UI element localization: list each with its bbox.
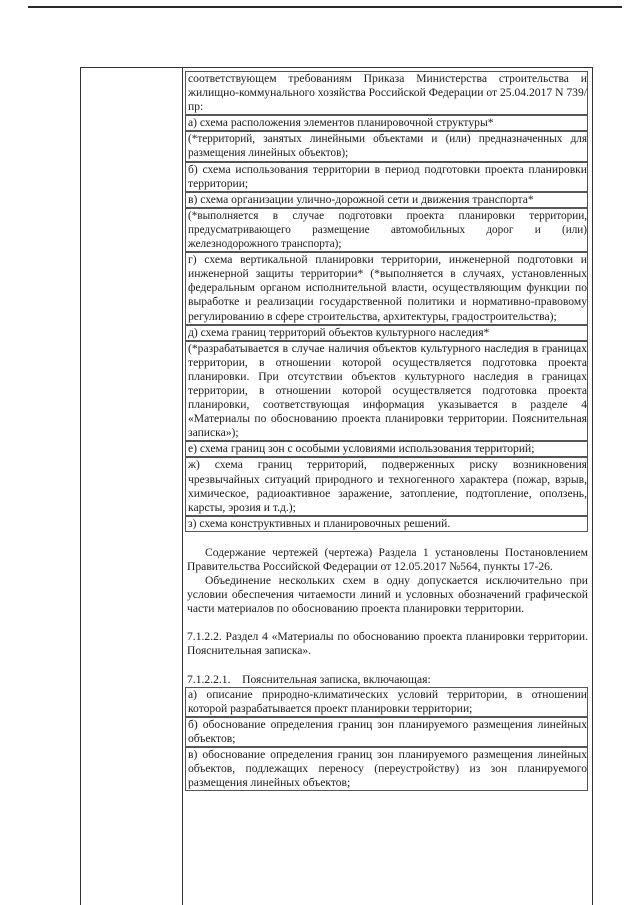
note-item-b: б) обоснование определения границ зон планируемого размещения линейных объектов; <box>185 717 588 747</box>
requirements-table <box>80 67 593 905</box>
section-7-1-2-2: 7.1.2.2. Раздел 4 «Материалы по обоснованию проекта планировки территории. Пояснительная записка». <box>187 630 588 658</box>
item-a-title: а) схема расположения элементов планировочной структуры* <box>185 115 588 131</box>
item-b: б) схема использования территории в период подготовки проекта планировки территории; <box>185 162 588 192</box>
item-g: г) схема вертикальной планировки территории, инженерной подготовки и инженерной защиты территории* (*выполняется в случаях, установленных федеральным органом исполнительной власти, осуществляющим функции по выработке и реализации государственной политики и нормативно-правовому регулированию в сфере строительства, архитектуры, градостроительства); <box>185 252 588 324</box>
section-7-1-2-2-1-number: 7.1.2.2.1. <box>187 672 231 686</box>
item-a-note: (*территорий, занятых линейными объектами и (или) предназначенных для размещения линейных объектов); <box>185 131 588 161</box>
paragraph-content: Содержание чертежей (чертежа) Раздела 1 установлены Постановлением Правительства Российской Федерации от 12.05.2017 №564, пункты 17-26. <box>187 545 588 573</box>
note-item-a: а) описание природно-климатических условий территории, в отношении которой разрабатывается проект планировки территории; <box>185 687 588 717</box>
item-v-title: в) схема организации улично-дорожной сети и движения транспорта* <box>185 192 588 208</box>
note-item-v: в) обоснование определения границ зон планируемого размещения линейных объектов, подлежащих переносу (переустройству) из зон планируемого размещения линейных объектов; <box>185 747 588 791</box>
table-content-cell <box>187 71 588 791</box>
item-e: е) схема границ зон с особыми условиями использования территорий; <box>185 441 588 457</box>
paragraph-merge: Объединение нескольких схем в одну допускается исключительно при условии обеспечения читаемости линий и условных обозначений графической части материалов по обоснованию проекта планировки территории. <box>187 574 588 616</box>
item-v-note: (*выполняется в случае подготовки проекта планировки территории, предусматривающего размещение автомобильных дорог и (или) железнодорожного транспорта); <box>185 208 588 252</box>
table-left-column <box>81 68 183 905</box>
intro-line: соответствующем требованиям Приказа Министерства строительства и жилищно-коммунального хозяйства Российской Федерации от 25.04.2017 N 739/пр: <box>185 71 588 115</box>
item-zh: ж) схема границ территорий, подверженных риску возникновения чрезвычайных ситуаций природного и техногенного характера (пожар, взрыв, химическое, радиоактивное заражение, затопление, подтопление, оползень, карсты, эрозия и т.д.); <box>185 457 588 515</box>
item-z: з) схема конструктивных и планировочных решений. <box>185 516 588 532</box>
section-7-1-2-2-1-text: Пояснительная записка, включающая: <box>242 672 431 686</box>
section-7-1-2-2-1 <box>187 673 588 687</box>
item-d-note: (*разрабатывается в случае наличия объектов культурного наследия в границах территории, в отношении которой осуществляется подготовка проекта планировки. При отсутствии объектов культурного наследия в границах территории, в отношении которой осуществляется подготовка проекта планировки, соответствующая информация указывается в разделе 4 «Материалы по обоснованию проекта планировки территории. Пояснительная записка»); <box>185 341 588 442</box>
item-d-title: д) схема границ территорий объектов культурного наследия* <box>185 325 588 341</box>
top-rule <box>28 6 622 8</box>
